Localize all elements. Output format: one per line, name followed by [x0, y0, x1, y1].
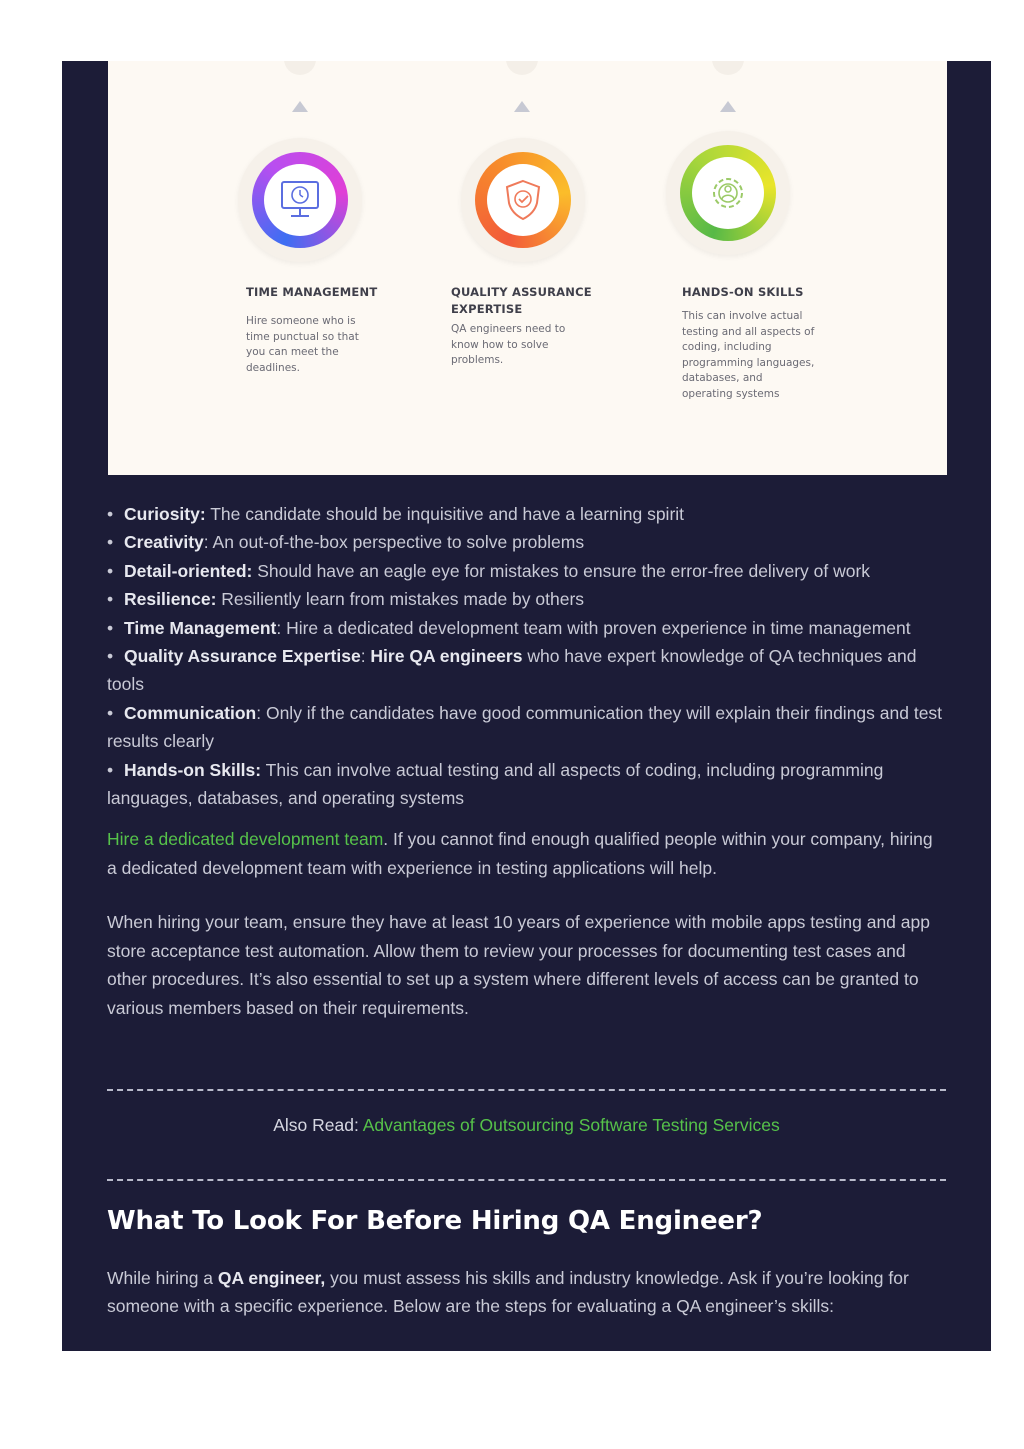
list-item: • Resilience: Resiliently learn from mistakes made by others: [107, 589, 585, 610]
hire-qa-engineers-link[interactable]: Hire QA engineers: [370, 646, 523, 667]
arrow-up-icon: [720, 101, 736, 112]
list-item: • Quality Assurance Expertise: Hire QA engineers who have expert knowledge of QA techniques and tools: [107, 646, 917, 695]
arrow-up-icon: [514, 101, 530, 112]
arrow-up-icon: [292, 101, 308, 112]
gear-person-icon: [705, 170, 751, 216]
hire-dedicated-team-link[interactable]: Hire a dedicated development team: [107, 829, 384, 850]
also-read-link[interactable]: Advantages of Outsourcing Software Testing Services: [362, 1115, 780, 1135]
monitor-clock-icon: [276, 178, 324, 222]
list-item: • Hands-on Skills: This can involve actual testing and all aspects of coding, including programming languages, databases, and operating systems: [107, 759, 884, 809]
skill-description: This can involve actual testing and all aspects of coding, including programming languages, databases, and operating systems: [682, 310, 815, 400]
skill-description: Hire someone who is time punctual so that you can meet the deadlines.: [246, 315, 359, 374]
shield-check-icon: [501, 177, 545, 223]
hiring-team-paragraph: When hiring your team, ensure they have at least 10 years of experience with mobile apps testing and app store acceptance test automation. Allow them to review your processes for documenting test cases and other procedures. It’s also essential to set up a system where different levels of access can be granted to various members based on their requirements.: [107, 912, 930, 1018]
skill-description: QA engineers need to know how to solve problems.: [451, 323, 566, 366]
skill-title: QUALITY ASSURANCE EXPERTISE: [451, 285, 592, 316]
connector-dot: [284, 61, 316, 75]
list-item: • Creativity: An out-of-the-box perspective to solve problems: [107, 532, 585, 553]
connector-dot: [506, 61, 538, 75]
skill-title: TIME MANAGEMENT: [246, 285, 378, 299]
skill-title: HANDS-ON SKILLS: [682, 285, 804, 299]
list-item: • Detail-oriented: Should have an eagle eye for mistakes to ensure the error-free delivery of work: [107, 560, 871, 581]
list-item: • Curiosity: The candidate should be inquisitive and have a learning spirit: [107, 504, 685, 524]
skill-badge-qa-expertise: [461, 138, 585, 262]
also-read-box: [107, 1089, 946, 1181]
skills-infographic: [108, 61, 947, 475]
section-heading: What To Look For Before Hiring QA Engineer?: [107, 1206, 763, 1236]
list-item: • Communication: Only if the candidates have good communication they will explain their findings and test results clearly: [107, 702, 943, 752]
evaluation-paragraph: While hiring a QA engineer, you must assess his skills and industry knowledge. Ask if you’re looking for someone with a specific experience. Below are the steps for evaluating a QA engineer’s skills:: [107, 1268, 909, 1317]
qa-traits-list: [107, 500, 943, 812]
article-body: [107, 500, 943, 1022]
connector-dot: [712, 61, 744, 75]
skill-badge-time-management: [238, 138, 362, 262]
dedicated-team-paragraph: Hire a dedicated development team. If you cannot find enough qualified people within your company, hiring a dedicated development team with experience in testing applications will help.: [107, 829, 933, 878]
also-read-line: Also Read: Advantages of Outsourcing Software Testing Services: [273, 1115, 780, 1135]
list-item: • Time Management: Hire a dedicated development team with proven experience in time management: [107, 617, 911, 638]
skill-badge-hands-on-skills: [666, 131, 790, 255]
